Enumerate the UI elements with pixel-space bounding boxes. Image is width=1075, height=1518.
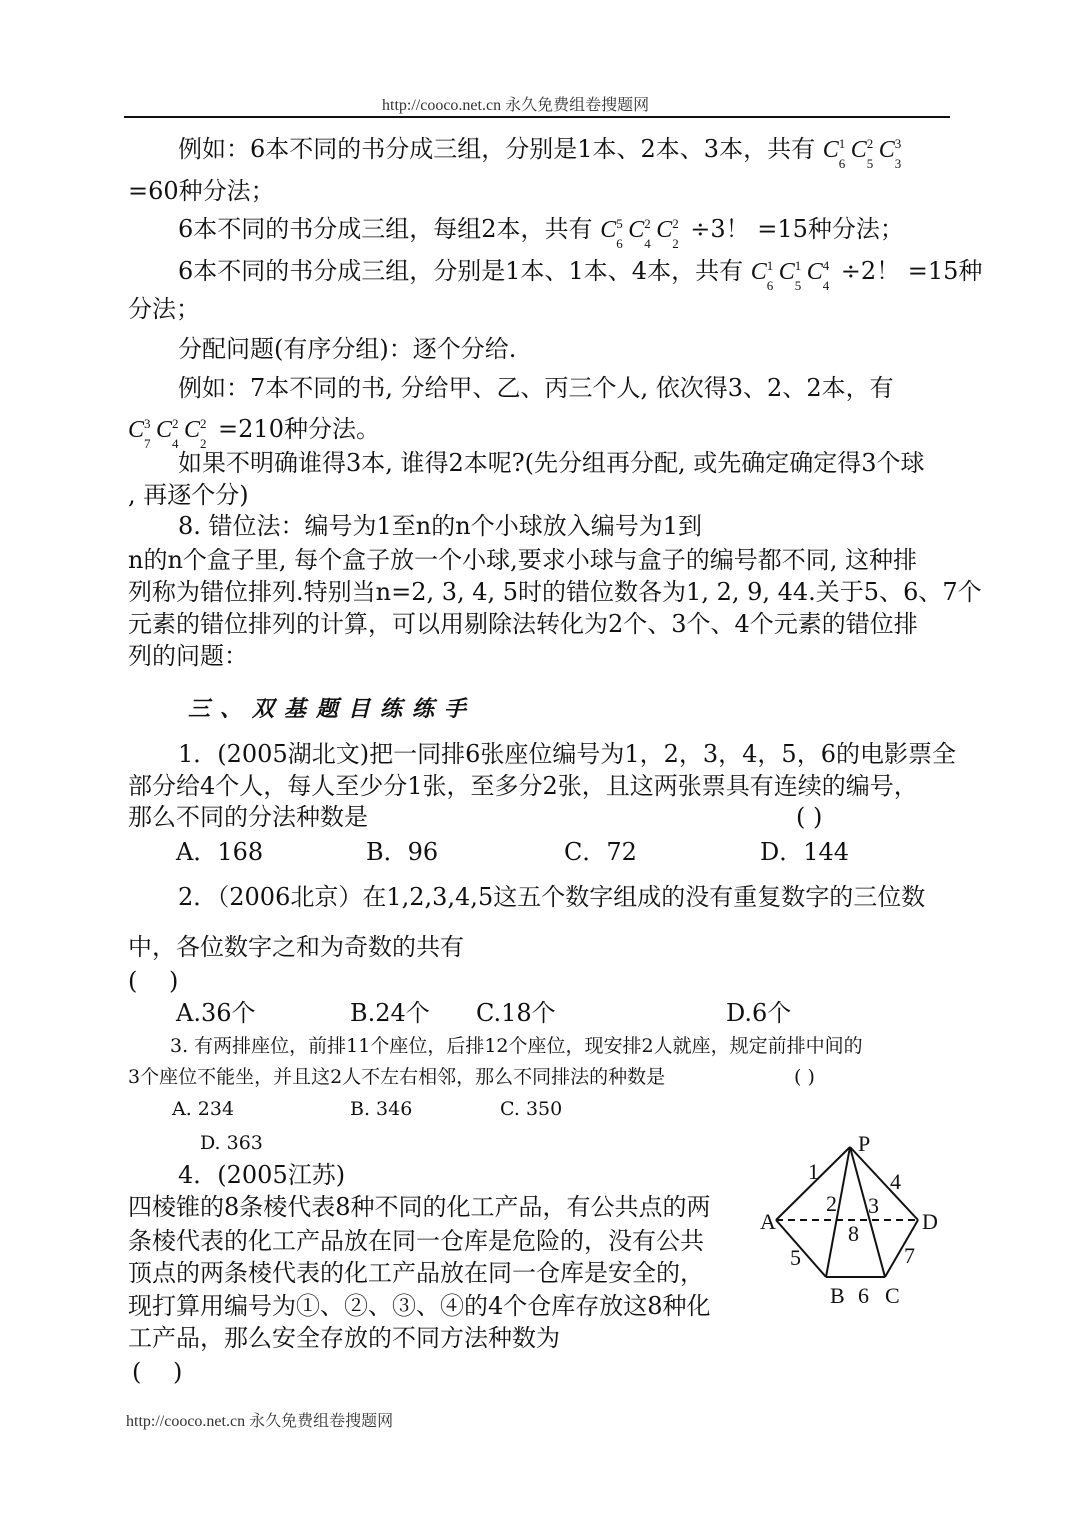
edge-label-4: 4 xyxy=(890,1169,901,1194)
edge-label-3: 3 xyxy=(868,1193,879,1218)
footer xyxy=(126,1408,393,1431)
q3-option-c: C. 350 xyxy=(500,1098,563,1120)
q1-option-b: B．96 xyxy=(366,838,439,866)
header-site: 永久免费组卷搜题网 xyxy=(505,97,650,114)
para3-suffix: ÷2！ =15种 xyxy=(840,257,983,285)
para2 xyxy=(178,214,904,251)
para7-line1: 8. 错位法：编号为1至n的n个小球放入编号为1到 xyxy=(178,512,702,540)
vertex-d: D xyxy=(922,1209,938,1234)
para3-prefix: 6本不同的书分成三组，分别是1本、1本、4本，共有 xyxy=(178,257,744,285)
para6-line1: 如果不明确谁得3本, 谁得2本呢?(先分组再分配, 或先确定确定得3个球 xyxy=(178,449,925,477)
q2-answer-bracket: ( ) xyxy=(128,967,179,995)
edge-label-7: 7 xyxy=(904,1243,915,1268)
q3-option-a: A. 234 xyxy=(172,1098,235,1120)
para5-line2 xyxy=(128,414,380,451)
para7-line2: n的n个盒子里, 每个盒子放一个小球,要求小球与盒子的编号都不同, 这种排 xyxy=(128,546,918,574)
para5-line1: 例如：7本不同的书, 分给甲、乙、丙三个人, 依次得3、2、2本，有 xyxy=(178,374,894,402)
q4-line6: 工产品，那么安全存放的不同方法种数为 xyxy=(128,1324,560,1352)
para7-line3: 列称为错位排列.特别当n=2, 3, 4, 5时的错位数各为1, 2, 9, 44.关于5、6、7个 xyxy=(128,578,982,606)
para1-line2: =60种分法； xyxy=(128,177,275,205)
para2-prefix: 6本不同的书分成三组，每组2本，共有 xyxy=(178,215,593,243)
q3-option-d: D. 363 xyxy=(200,1132,263,1154)
footer-url: http://cooco.net.cn xyxy=(126,1413,246,1430)
q1-line3: 那么不同的分法种数是 xyxy=(128,803,368,831)
formula-c73c42c22: C 3 7 C 2 4 C 2 2 xyxy=(128,416,207,451)
para3-line2: 分法； xyxy=(128,295,200,323)
para6-line2: , 再逐个分) xyxy=(128,481,249,509)
q1-option-a: A．168 xyxy=(176,838,264,866)
q2-option-b: B.24个 xyxy=(350,999,430,1027)
q4-line4: 顶点的两条棱代表的化工产品放在同一仓库是安全的， xyxy=(128,1259,704,1287)
para7-line5: 列的问题： xyxy=(128,642,248,670)
q1-answer-bracket: ( ) xyxy=(796,803,823,831)
q4-answer-bracket: ( ) xyxy=(132,1358,183,1386)
q2-option-c: C.18个 xyxy=(476,999,556,1027)
para4: 分配问题(有序分组)：逐个分给. xyxy=(178,335,517,363)
q2-line2: 中，各位数字之和为奇数的共有 xyxy=(128,933,464,961)
edge-label-8: 8 xyxy=(848,1221,859,1246)
para1-text: 例如：6本不同的书分成三组，分别是1本、2本、3本，共有 xyxy=(178,135,816,163)
edge-label-2: 2 xyxy=(826,1191,837,1216)
header-rule xyxy=(124,116,950,118)
q1-option-c: C．72 xyxy=(564,838,637,866)
para3-line1 xyxy=(178,256,983,293)
formula-c65c42c22: C 5 6 C 2 4 C 2 2 xyxy=(600,216,679,251)
vertex-c: C xyxy=(885,1283,900,1308)
para2-suffix: ÷3！ =15种分法； xyxy=(690,215,904,243)
q1-option-d: D．144 xyxy=(760,838,850,866)
q4-line5: 现打算用编号为①、②、③、④的4个仓库存放这8种化 xyxy=(128,1292,711,1320)
vertex-a: A xyxy=(760,1209,776,1234)
q2-line1: 2．（2006北京）在1,2,3,4,5这五个数字组成的没有重复数字的三位数 xyxy=(178,883,926,911)
edge-label-5: 5 xyxy=(790,1245,801,1270)
header-url: http://cooco.net.cn xyxy=(382,97,502,114)
q3-line2: 3个座位不能坐，并且这2人不左右相邻，那么不同排法的种数是 xyxy=(128,1066,666,1088)
q4-line3: 条棱代表的化工产品放在同一仓库是危险的，没有公共 xyxy=(128,1227,704,1255)
edge-ab xyxy=(776,1220,826,1277)
q2-option-a: A.36个 xyxy=(176,999,256,1027)
q3-option-b: B. 346 xyxy=(350,1098,413,1120)
q1-line2: 部分给4个人，每人至少分1张，至多分2张，且这两张票具有连续的编号， xyxy=(128,772,918,800)
edge-label-6: 6 xyxy=(858,1283,869,1308)
vertex-b: B xyxy=(830,1283,845,1308)
q1-line1: 1．(2005湖北文)把一同排6张座位编号为1，2，3，4，5，6的电影票全 xyxy=(178,740,956,768)
para5-suffix: =210种分法。 xyxy=(218,415,380,443)
edge-label-1: 1 xyxy=(808,1159,819,1184)
q2-option-d: D.6个 xyxy=(726,999,792,1027)
q3-answer-bracket: ( ) xyxy=(794,1066,815,1088)
pyramid-figure xyxy=(750,1125,960,1315)
para1-line1 xyxy=(178,134,907,171)
q3-line1: 3. 有两排座位，前排11个座位，后排12个座位，现安排2人就座，规定前排中间的 xyxy=(170,1035,863,1057)
vertex-p: P xyxy=(858,1131,871,1156)
header xyxy=(382,92,649,115)
q4-line1: 4．(2005江苏) xyxy=(178,1161,346,1189)
formula-c61c52c33: C 1 6 C 2 5 C 3 3 xyxy=(822,136,902,171)
formula-c61c51c44: C 1 6 C 1 5 C 4 4 xyxy=(750,258,830,293)
section-title: 三、双基题目练练手 xyxy=(188,696,477,722)
footer-site: 永久免费组卷搜题网 xyxy=(249,1413,394,1430)
para7-line4: 元素的错位排列的计算，可以用剔除法转化为2个、3个、4个元素的错位排 xyxy=(128,610,918,638)
q4-line2: 四棱锥的8条棱代表8种不同的化工产品，有公共点的两 xyxy=(128,1193,711,1221)
